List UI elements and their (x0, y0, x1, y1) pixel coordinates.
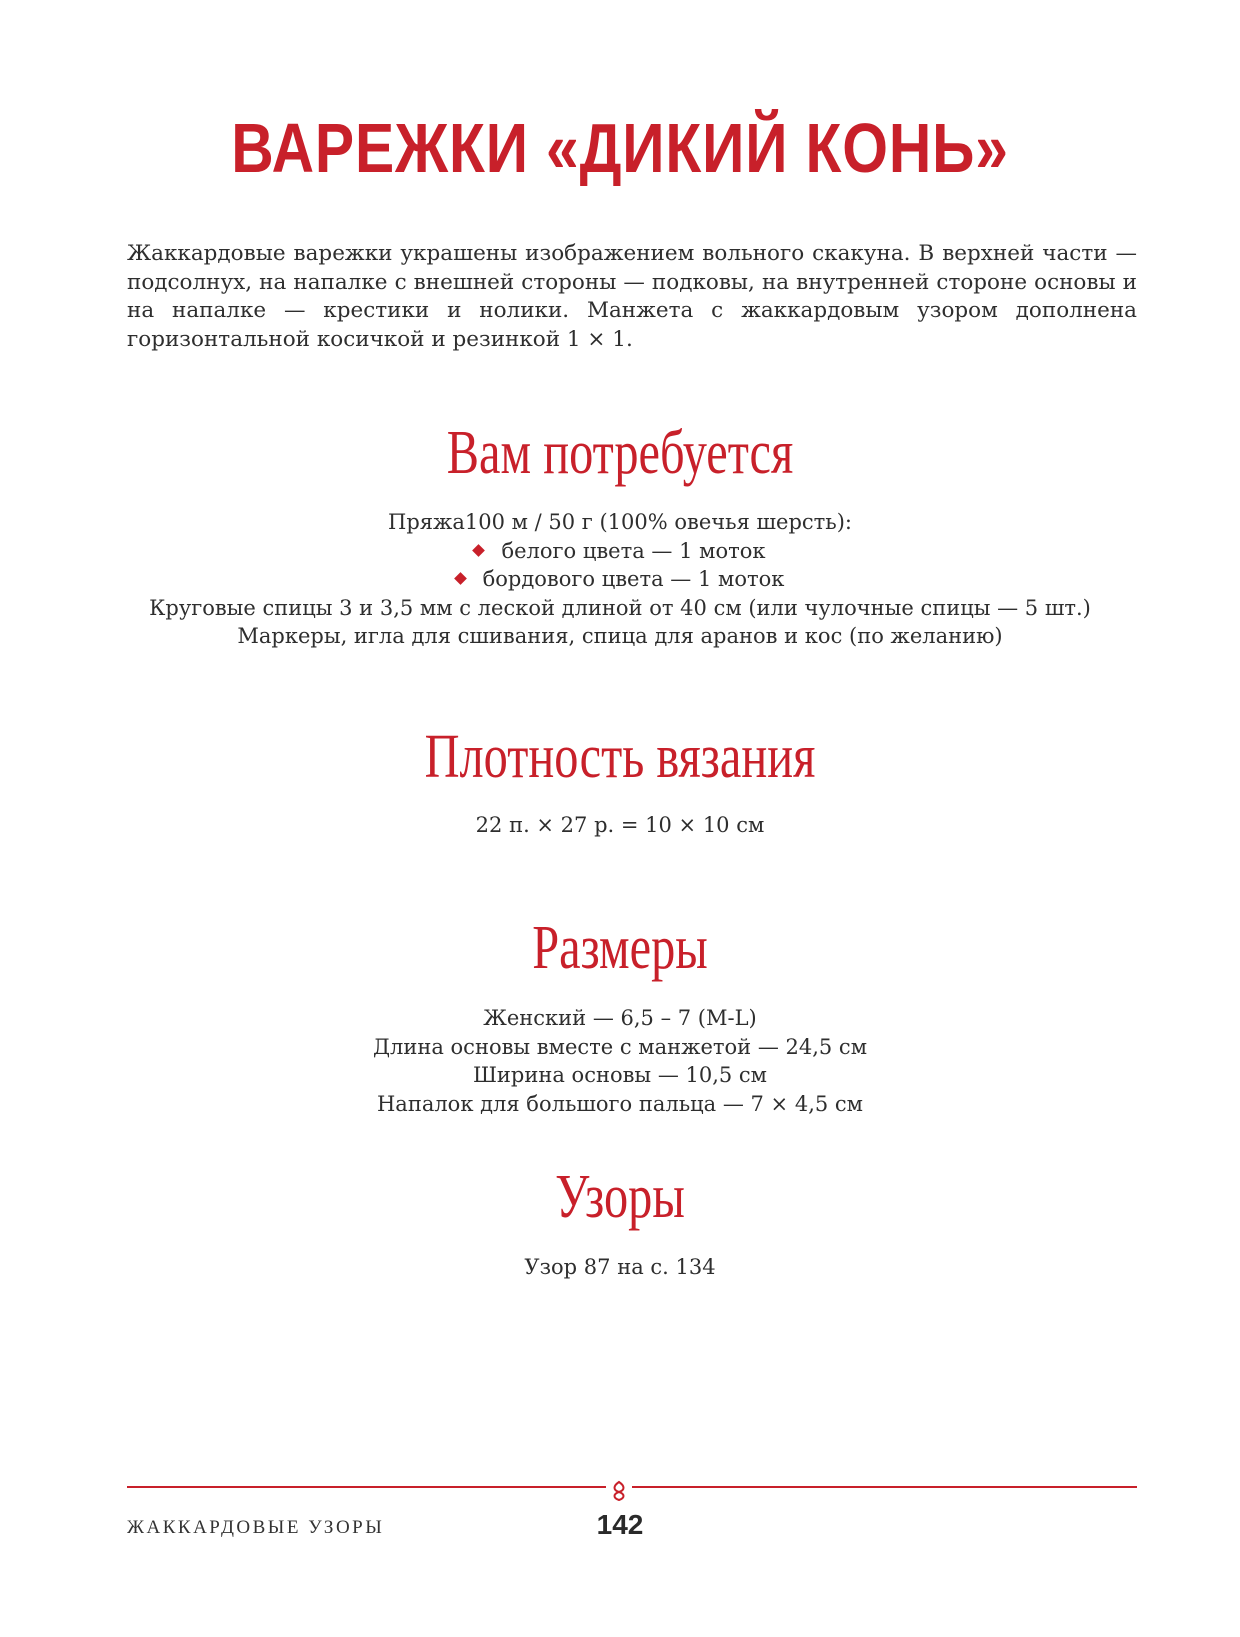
materials-heading: Вам потребуется (446, 419, 794, 487)
running-section-title: ЖАККАРДОВЫЕ УЗОРЫ (127, 1517, 385, 1538)
size-line: Длина основы вместе с манжетой — 24,5 см (372, 1034, 868, 1059)
color-item-text: белого цвета — 1 моток (501, 538, 766, 563)
diamond-bullet-icon (454, 572, 467, 585)
pattern-reference: Узор 87 на с. 134 (524, 1255, 716, 1279)
size-line: Напалок для большого пальца — 7 × 4,5 см (376, 1091, 863, 1116)
sizes-heading: Размеры (532, 914, 708, 982)
knot-ornament-icon (606, 1480, 632, 1502)
gauge-block (0, 811, 1240, 840)
sizes-list (0, 1004, 1240, 1118)
size-line: Женский — 6,5 – 7 (M-L) (483, 1006, 757, 1030)
color-item-text: бордового цвета — 1 моток (482, 567, 785, 591)
gauge-value: 22 п. × 27 р. = 10 × 10 см (475, 813, 765, 837)
materials-list (0, 508, 1240, 651)
color-item (0, 537, 1240, 566)
diamond-bullet-icon (473, 544, 486, 557)
intro-paragraph: Жаккардовые варежки украшены изображением вольного скакуна. В верхней части — подсолнух, на напалке с внешней стороны — подковы, на внутренней стороне основы и на напалке — крестики и нолики. Манжета с жаккардовым узором дополнена горизонтальной косичкой и резинкой 1 × 1. (127, 241, 1137, 352)
size-line: Ширина основы — 10,5 см (472, 1063, 768, 1087)
patterns-block (0, 1253, 1240, 1282)
page-number: 142 (596, 1509, 644, 1540)
gauge-heading: Плотность вязания (424, 723, 816, 791)
yarn-line: Пряжа100 м / 50 г (100% овечья шерсть): (388, 510, 852, 534)
footer-divider (127, 1486, 1137, 1488)
color-item (0, 565, 1240, 594)
page-title: ВАРЕЖКИ «ДИКИЙ КОНЬ» (231, 109, 1009, 187)
tools-line: Маркеры, игла для сшивания, спица для аранов и кос (по желанию) (237, 624, 1003, 648)
needles-line: Круговые спицы 3 и 3,5 мм с леской длиной от 40 см (или чулочные спицы — 5 шт.) (149, 595, 1091, 620)
patterns-heading: Узоры (555, 1163, 685, 1231)
